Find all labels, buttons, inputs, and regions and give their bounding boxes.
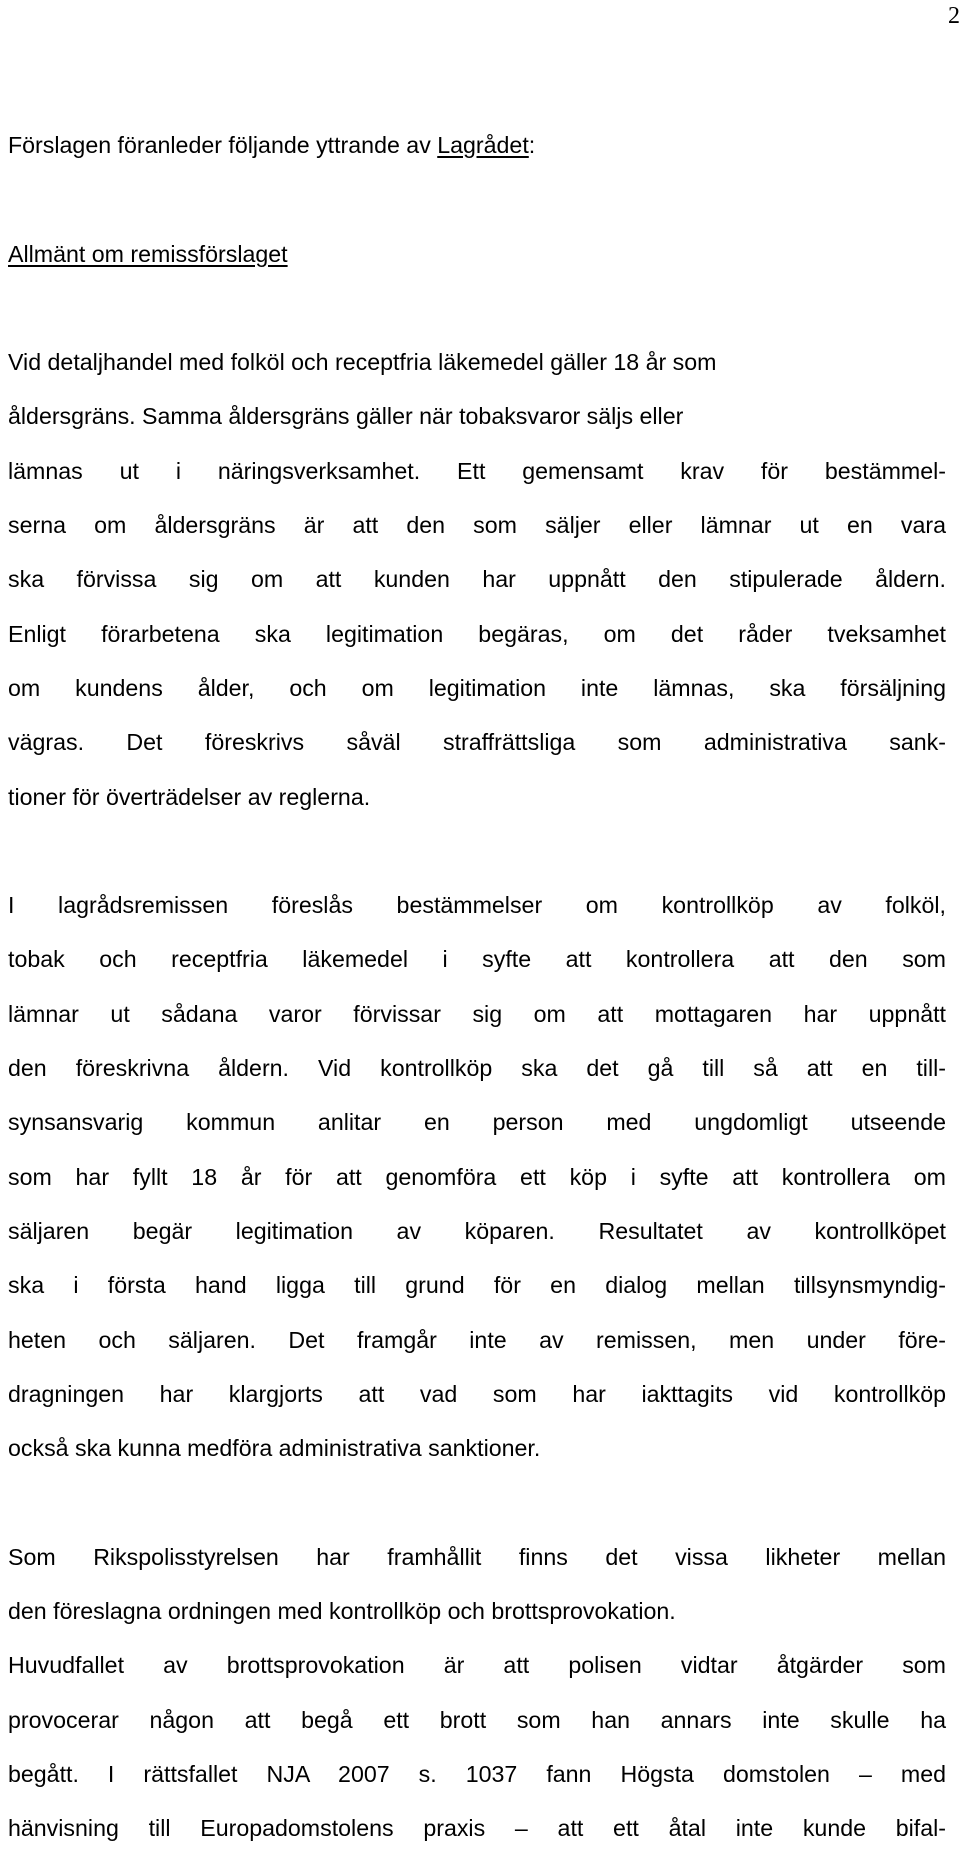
paragraphs [8, 335, 946, 1855]
paragraph-line: åldersgräns. Samma åldersgräns gäller när tobaksvaror säljs eller [8, 403, 684, 430]
paragraph-line: synsansvarig kommun anlitar en person med ungdomligt utseende [8, 1109, 946, 1136]
paragraph-line: ska förvissa sig om att kunden har uppnått den stipulerade åldern. [8, 566, 946, 593]
paragraph-line: ska i första hand ligga till grund för en dialog mellan tillsynsmyndig- [8, 1272, 946, 1299]
intro-suffix: : [528, 132, 536, 158]
paragraph-line: Som Rikspolisstyrelsen har framhållit finns det vissa likheter mellan [8, 1543, 946, 1570]
paragraph-line: säljaren begär legitimation av köparen. Resultatet av kontrollköpet [8, 1217, 946, 1244]
paragraph-line: lämnar ut sådana varor förvissar sig om att mottagaren har uppnått [8, 1000, 946, 1027]
paragraph-line: serna om åldersgräns är att den som säljer eller lämnar ut en vara [8, 512, 946, 539]
paragraph-line: tobak och receptfria läkemedel i syfte att kontrollera att den som [8, 946, 946, 973]
spacer [8, 824, 946, 878]
section-heading-text: Allmänt om remissförslaget [8, 240, 288, 267]
paragraph-line: I lagrådsremissen föreslås bestämmelser om kontrollköp av folköl, [8, 892, 946, 919]
document-body [8, 118, 946, 1856]
paragraph-line: som har fyllt 18 år för att genomföra ett köp i syfte att kontrollera om [8, 1163, 946, 1190]
lagradet-link[interactable]: Lagrådet [437, 132, 529, 158]
paragraph-line: också ska kunna medföra administrativa sanktioner. [8, 1435, 541, 1462]
intro-line [8, 118, 946, 172]
paragraph-line: Enligt förarbetena ska legitimation begäras, om det råder tveksamhet [8, 620, 946, 647]
paragraph-line: lämnas ut i näringsverksamhet. Ett gemensamt krav för bestämmel- [8, 457, 946, 484]
paragraph-line: Huvudfallet av brottsprovokation är att polisen vidtar åtgärder som [8, 1652, 946, 1679]
intro-prefix: Förslagen föranleder följande yttrande av [8, 132, 438, 158]
paragraph-line: den föreslagna ordningen med kontrollköp och brottsprovokation. [8, 1598, 676, 1625]
spacer [8, 1475, 946, 1529]
section-heading [8, 227, 946, 281]
paragraph [8, 335, 946, 824]
page-number: 2 [948, 3, 960, 29]
paragraph-line: dragningen har klargjorts att vad som har iakttagits vid kontrollköp [8, 1380, 946, 1407]
paragraph-line: vägras. Det föreskrivs såväl straffrättsliga som administrativa sank- [8, 729, 946, 756]
paragraph [8, 1530, 946, 1856]
spacer [8, 281, 946, 335]
paragraph [8, 878, 946, 1475]
spacer [8, 172, 946, 226]
paragraph-line: Vid detaljhandel med folköl och receptfria läkemedel gäller 18 år som [8, 349, 717, 376]
paragraph-line: om kundens ålder, och om legitimation inte lämnas, ska försäljning [8, 674, 946, 701]
paragraph-line: heten och säljaren. Det framgår inte av remissen, men under före- [8, 1326, 946, 1353]
paragraph-line: begått. I rättsfallet NJA 2007 s. 1037 fann Högsta domstolen – med [8, 1760, 946, 1787]
paragraph-line: den föreskrivna åldern. Vid kontrollköp ska det gå till så att en till- [8, 1055, 946, 1082]
paragraph-line: provocerar någon att begå ett brott som han annars inte skulle ha [8, 1706, 946, 1733]
paragraph-line: hänvisning till Europadomstolens praxis – att ett åtal inte kunde bifal- [8, 1815, 946, 1842]
paragraph-line: tioner för överträdelser av reglerna. [8, 783, 371, 810]
